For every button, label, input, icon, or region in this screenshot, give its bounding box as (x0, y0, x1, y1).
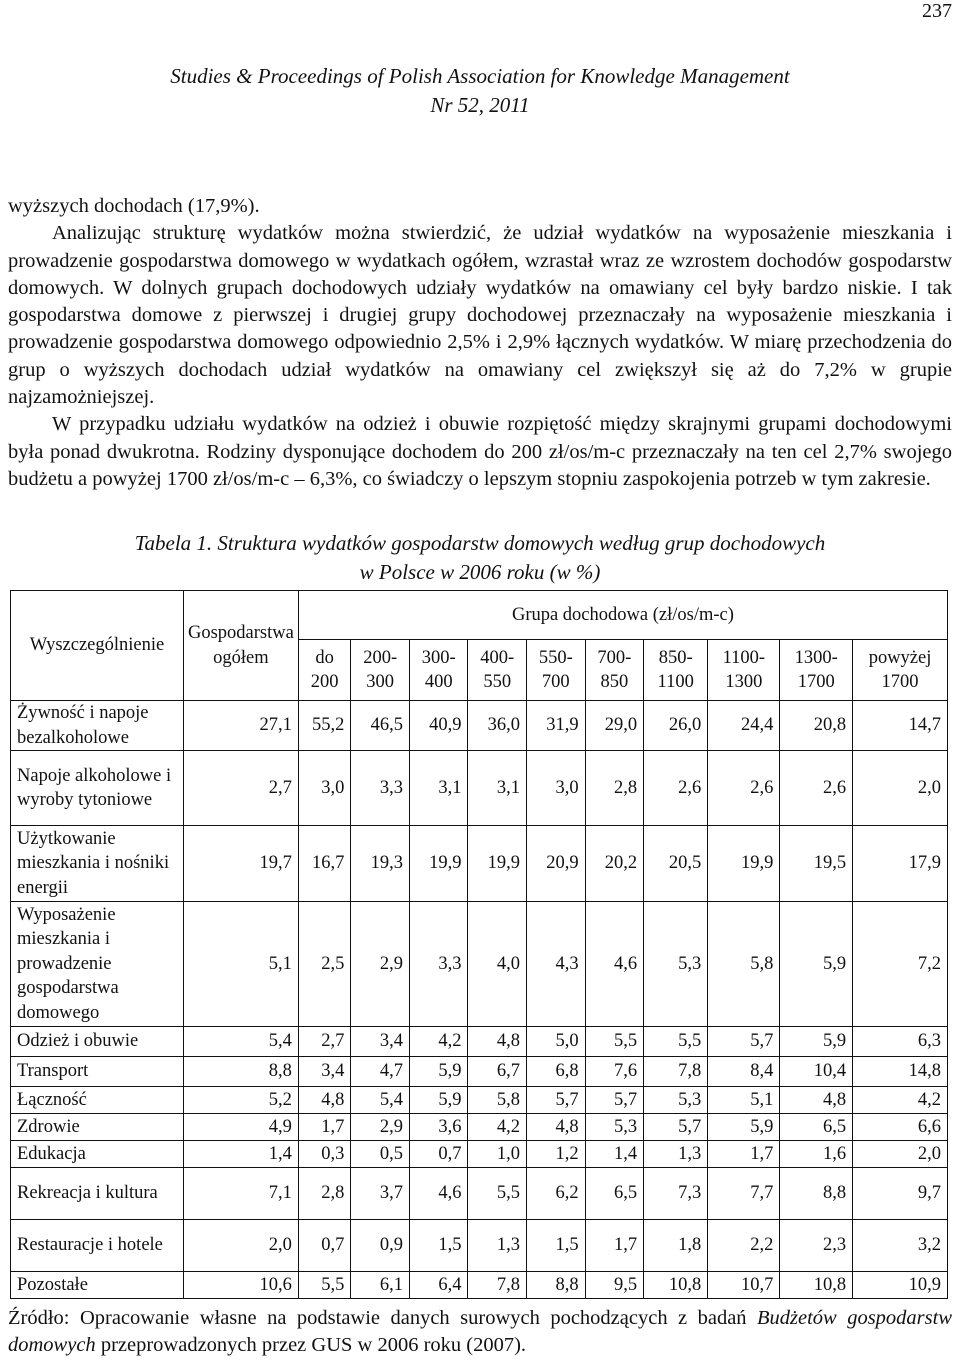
header-group-6: 850-1100 (644, 640, 708, 701)
cell-group-2: 3,1 (409, 751, 468, 826)
cell-group-7: 5,8 (708, 902, 780, 1027)
cell-group-9: 14,7 (853, 701, 948, 751)
cell-group-5: 6,5 (585, 1168, 644, 1220)
cell-group-3: 1,3 (468, 1220, 527, 1272)
paragraph-0: wyższych dochodach (17,9%). (8, 195, 260, 217)
table-body (11, 701, 948, 1299)
body-text (8, 193, 952, 493)
cell-group-5: 1,4 (585, 1141, 644, 1168)
cell-group-0: 55,2 (298, 701, 351, 751)
cell-group-5: 29,0 (585, 701, 644, 751)
cell-group-1: 0,9 (351, 1220, 410, 1272)
cell-group-0: 5,5 (298, 1272, 351, 1299)
cell-group-9: 9,7 (853, 1168, 948, 1220)
table-row (11, 902, 948, 1027)
cell-group-1: 3,3 (351, 751, 410, 826)
cell-group-4: 1,2 (527, 1141, 586, 1168)
cell-group-0: 1,7 (298, 1114, 351, 1141)
cell-group-8: 5,9 (780, 1027, 853, 1057)
cell-group-0: 0,3 (298, 1141, 351, 1168)
paragraph-1: Analizując strukturę wydatków można stwierdzić, że udział wydatków na wyposażenie mieszkania i prowadzenie gospodarstwa domowego w wydatkach ogółem, wzrastał wraz ze wzrostem dochodów gospodarstw domowych. W dolnych grupach dochodowych udziały wydatków na omawiany cel były bardzo niskie. I tak gospodarstwa domowe z pierwszej i drugiej grupy dochodowej przeznaczały na wyposażenie mieszkania i prowadzenie gospodarstwa domowego odpowiednio 2,5% i 2,9% łącznych wydatków. W miarę przechodzenia do grup o wyższych dochodach udział wydatków na omawiany cel zwiększył się aż do 7,2% w grupie najzamożniejszej. (8, 222, 952, 409)
cell-group-9: 6,3 (853, 1027, 948, 1057)
cell-group-3: 5,8 (468, 1087, 527, 1114)
cell-group-4: 5,7 (527, 1087, 586, 1114)
cell-group-2: 5,9 (409, 1087, 468, 1114)
row-label: Rekreacja i kultura (11, 1168, 184, 1220)
row-label: Odzież i obuwie (11, 1027, 184, 1057)
row-label: Napoje alkoholowe i wyroby tytoniowe (11, 751, 184, 826)
cell-group-7: 5,9 (708, 1114, 780, 1141)
table-row (11, 1087, 948, 1114)
cell-group-0: 3,4 (298, 1057, 351, 1087)
cell-group-2: 4,6 (409, 1168, 468, 1220)
cell-total: 27,1 (184, 701, 299, 751)
table-row (11, 751, 948, 826)
cell-group-5: 5,3 (585, 1114, 644, 1141)
cell-group-8: 10,4 (780, 1057, 853, 1087)
cell-group-7: 8,4 (708, 1057, 780, 1087)
table-row (11, 1272, 948, 1299)
table-head (11, 591, 948, 701)
journal-header (0, 62, 960, 120)
cell-group-8: 8,8 (780, 1168, 853, 1220)
cell-group-0: 2,7 (298, 1027, 351, 1057)
cell-group-9: 6,6 (853, 1114, 948, 1141)
cell-group-4: 5,0 (527, 1027, 586, 1057)
table-row (11, 1027, 948, 1057)
table-row (11, 826, 948, 902)
cell-group-5: 9,5 (585, 1272, 644, 1299)
cell-group-7: 10,7 (708, 1272, 780, 1299)
cell-group-6: 26,0 (644, 701, 708, 751)
cell-group-8: 1,6 (780, 1141, 853, 1168)
row-label: Zdrowie (11, 1114, 184, 1141)
cell-group-5: 7,6 (585, 1057, 644, 1087)
cell-group-1: 19,3 (351, 826, 410, 902)
cell-group-5: 1,7 (585, 1220, 644, 1272)
cell-group-4: 3,0 (527, 751, 586, 826)
cell-group-2: 0,7 (409, 1141, 468, 1168)
header-group-9: powyżej 1700 (853, 640, 948, 701)
cell-group-7: 5,1 (708, 1087, 780, 1114)
cell-group-6: 1,3 (644, 1141, 708, 1168)
cell-group-4: 1,5 (527, 1220, 586, 1272)
header-group-7: 1100-1300 (708, 640, 780, 701)
cell-group-0: 4,8 (298, 1087, 351, 1114)
cell-group-2: 4,2 (409, 1027, 468, 1057)
cell-group-1: 5,4 (351, 1087, 410, 1114)
caption-line-1: Tabela 1. Struktura wydatków gospodarstw domowych według grup dochodowych (134, 531, 826, 555)
header-group-4: 550-700 (527, 640, 586, 701)
cell-group-3: 36,0 (468, 701, 527, 751)
cell-group-1: 2,9 (351, 1114, 410, 1141)
journal-title: Studies & Proceedings of Polish Association for Knowledge Management (170, 64, 790, 88)
cell-group-0: 3,0 (298, 751, 351, 826)
cell-group-4: 4,8 (527, 1114, 586, 1141)
cell-group-1: 6,1 (351, 1272, 410, 1299)
cell-group-5: 4,6 (585, 902, 644, 1027)
cell-group-2: 19,9 (409, 826, 468, 902)
cell-group-6: 5,5 (644, 1027, 708, 1057)
header-group-0: do 200 (298, 640, 351, 701)
cell-group-4: 4,3 (527, 902, 586, 1027)
cell-group-6: 5,3 (644, 1087, 708, 1114)
cell-total: 8,8 (184, 1057, 299, 1087)
table-row (11, 1220, 948, 1272)
cell-group-4: 31,9 (527, 701, 586, 751)
cell-group-9: 2,0 (853, 1141, 948, 1168)
source-italic: Budżetów gospodarstw domowych (8, 1307, 953, 1356)
header-group-3: 400-550 (468, 640, 527, 701)
cell-group-0: 2,8 (298, 1168, 351, 1220)
cell-group-5: 5,5 (585, 1027, 644, 1057)
page-number: 237 (922, 0, 952, 22)
cell-total: 4,9 (184, 1114, 299, 1141)
cell-group-8: 19,5 (780, 826, 853, 902)
cell-group-8: 2,3 (780, 1220, 853, 1272)
cell-group-4: 6,8 (527, 1057, 586, 1087)
table-caption (0, 529, 960, 587)
cell-group-9: 3,2 (853, 1220, 948, 1272)
header-group-8: 1300-1700 (780, 640, 853, 701)
cell-group-6: 5,7 (644, 1114, 708, 1141)
cell-group-3: 4,0 (468, 902, 527, 1027)
table-row (11, 1141, 948, 1168)
header-group-5: 700-850 (585, 640, 644, 701)
header-row-1 (11, 591, 948, 640)
cell-group-2: 1,5 (409, 1220, 468, 1272)
header-income-group: Grupa dochodowa (zł/os/m-c) (298, 591, 947, 640)
cell-group-1: 0,5 (351, 1141, 410, 1168)
cell-group-9: 14,8 (853, 1057, 948, 1087)
cell-total: 2,7 (184, 751, 299, 826)
cell-group-8: 4,8 (780, 1087, 853, 1114)
header-item: Wyszczególnienie (11, 591, 184, 701)
cell-group-1: 2,9 (351, 902, 410, 1027)
cell-group-3: 5,5 (468, 1168, 527, 1220)
cell-total: 5,4 (184, 1027, 299, 1057)
cell-group-1: 46,5 (351, 701, 410, 751)
cell-group-6: 5,3 (644, 902, 708, 1027)
cell-group-0: 0,7 (298, 1220, 351, 1272)
cell-group-5: 20,2 (585, 826, 644, 902)
cell-group-8: 20,8 (780, 701, 853, 751)
paragraph-2: W przypadku udziału wydatków na odzież i obuwie rozpiętość między skrajnymi grupami dochodowymi była ponad dwukrotna. Rodziny dysponujące dochodem do 200 zł/os/m-c przeznaczały na ten cel 2,7% swojego budżetu a powyżej 1700 zł/os/m-c – 6,3%, co świadczy o lepszym stopniu zaspokojenia potrzeb w tym zakresie. (8, 413, 952, 490)
cell-group-6: 10,8 (644, 1272, 708, 1299)
cell-group-8: 10,8 (780, 1272, 853, 1299)
cell-group-7: 2,2 (708, 1220, 780, 1272)
source-prefix: Źródło: Opracowanie własne na podstawie danych surowych pochodzących z badań (8, 1307, 758, 1329)
cell-group-2: 3,3 (409, 902, 468, 1027)
cell-group-7: 5,7 (708, 1027, 780, 1057)
cell-total: 7,1 (184, 1168, 299, 1220)
source-suffix: przeprowadzonych przez GUS w 2006 roku (2007). (95, 1334, 527, 1356)
cell-total: 5,2 (184, 1087, 299, 1114)
cell-group-3: 3,1 (468, 751, 527, 826)
cell-group-3: 4,2 (468, 1114, 527, 1141)
cell-group-2: 6,4 (409, 1272, 468, 1299)
cell-group-7: 1,7 (708, 1141, 780, 1168)
cell-group-9: 4,2 (853, 1087, 948, 1114)
cell-group-3: 4,8 (468, 1027, 527, 1057)
caption-line-2: w Polsce w 2006 roku (w %) (359, 560, 601, 584)
header-total: Gospodarstwa ogółem (184, 591, 299, 701)
cell-group-0: 16,7 (298, 826, 351, 902)
row-label: Pozostałe (11, 1272, 184, 1299)
header-group-1: 200-300 (351, 640, 410, 701)
cell-group-2: 40,9 (409, 701, 468, 751)
cell-total: 2,0 (184, 1220, 299, 1272)
cell-group-9: 10,9 (853, 1272, 948, 1299)
cell-group-7: 7,7 (708, 1168, 780, 1220)
cell-group-5: 2,8 (585, 751, 644, 826)
cell-group-6: 20,5 (644, 826, 708, 902)
row-label: Edukacja (11, 1141, 184, 1168)
cell-group-4: 6,2 (527, 1168, 586, 1220)
row-label: Wyposażenie mieszkania i prowadzenie gospodarstwa domowego (11, 902, 184, 1027)
cell-group-2: 3,6 (409, 1114, 468, 1141)
cell-group-3: 1,0 (468, 1141, 527, 1168)
cell-group-7: 24,4 (708, 701, 780, 751)
cell-total: 19,7 (184, 826, 299, 902)
row-label: Żywność i napoje bezalkoholowe (11, 701, 184, 751)
table-row (11, 701, 948, 751)
cell-total: 5,1 (184, 902, 299, 1027)
cell-group-6: 7,3 (644, 1168, 708, 1220)
cell-group-3: 7,8 (468, 1272, 527, 1299)
cell-group-3: 6,7 (468, 1057, 527, 1087)
cell-group-6: 7,8 (644, 1057, 708, 1087)
table-row (11, 1114, 948, 1141)
cell-group-8: 5,9 (780, 902, 853, 1027)
cell-group-4: 20,9 (527, 826, 586, 902)
journal-issue: Nr 52, 2011 (430, 93, 530, 117)
header-group-2: 300-400 (409, 640, 468, 701)
cell-group-8: 2,6 (780, 751, 853, 826)
cell-group-1: 3,4 (351, 1027, 410, 1057)
cell-group-9: 7,2 (853, 902, 948, 1027)
row-label: Łączność (11, 1087, 184, 1114)
cell-group-3: 19,9 (468, 826, 527, 902)
cell-total: 10,6 (184, 1272, 299, 1299)
table-row (11, 1168, 948, 1220)
cell-group-2: 5,9 (409, 1057, 468, 1087)
cell-group-7: 2,6 (708, 751, 780, 826)
row-label: Transport (11, 1057, 184, 1087)
cell-group-4: 8,8 (527, 1272, 586, 1299)
table-row (11, 1057, 948, 1087)
cell-group-9: 17,9 (853, 826, 948, 902)
expenditure-table (10, 590, 948, 1299)
cell-group-7: 19,9 (708, 826, 780, 902)
cell-group-1: 4,7 (351, 1057, 410, 1087)
cell-group-0: 2,5 (298, 902, 351, 1027)
cell-group-5: 5,7 (585, 1087, 644, 1114)
cell-group-1: 3,7 (351, 1168, 410, 1220)
source-note (8, 1305, 952, 1359)
cell-group-9: 2,0 (853, 751, 948, 826)
cell-group-8: 6,5 (780, 1114, 853, 1141)
cell-group-6: 1,8 (644, 1220, 708, 1272)
row-label: Użytkowanie mieszkania i nośniki energii (11, 826, 184, 902)
cell-group-6: 2,6 (644, 751, 708, 826)
row-label: Restauracje i hotele (11, 1220, 184, 1272)
cell-total: 1,4 (184, 1141, 299, 1168)
